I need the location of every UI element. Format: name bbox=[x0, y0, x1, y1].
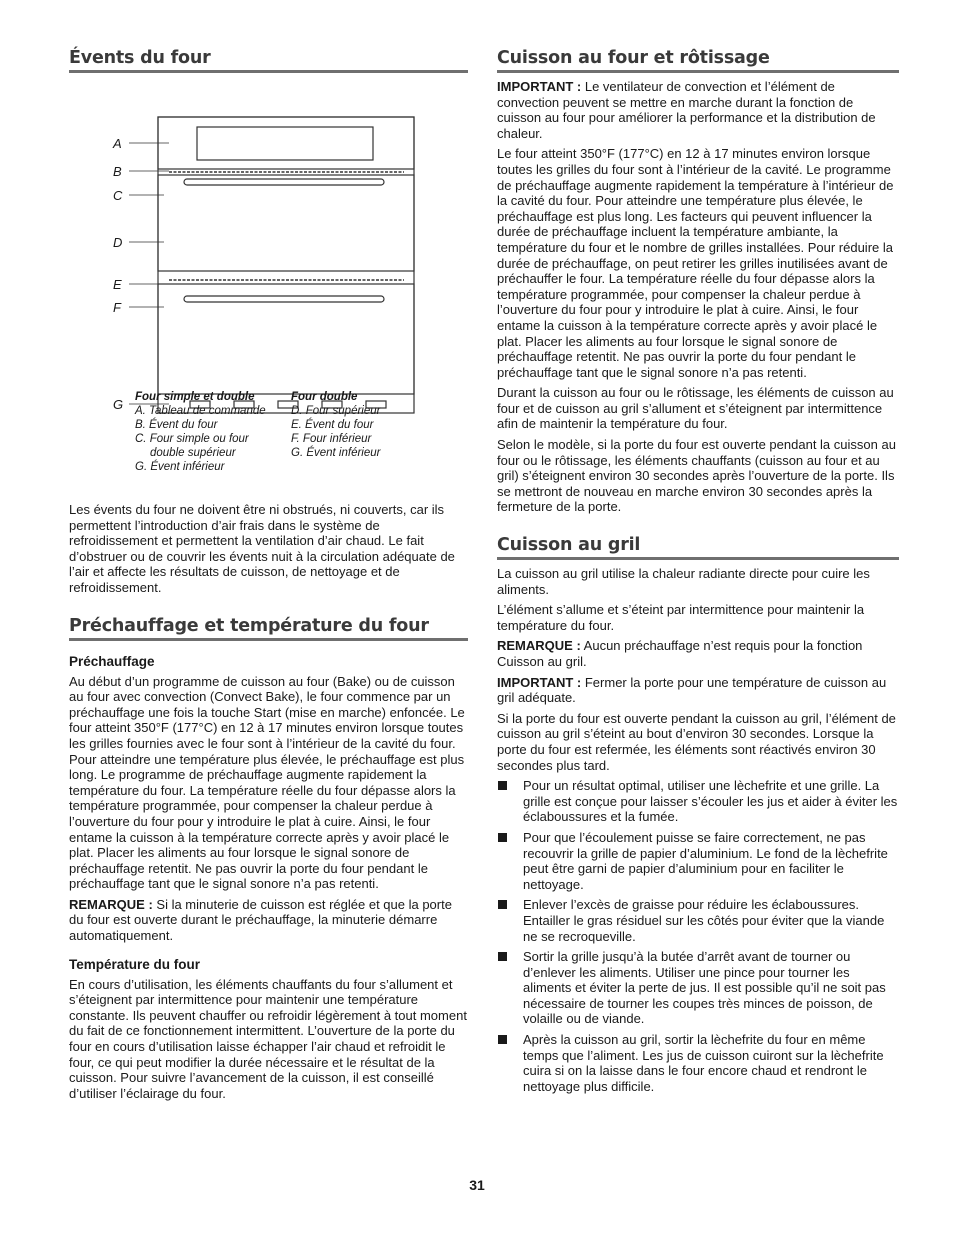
bake-paragraph-2: Durant la cuisson au four ou le rôtissage, les éléments de cuisson au four et de cuisson au gril s’allument et s’éteignent par intermittence afin de maintenir la température du four. bbox=[497, 385, 894, 432]
list-item: Enlever l’excès de graisse pour réduire les éclaboussures. Entailler le gras résiduel sur les côtés pour éviter que la viande ne se recroqueville. bbox=[497, 897, 899, 944]
bake-important: IMPORTANT : Le ventilateur de convection et l’élément de convection peuvent se mettre en marche durant la fonction de cuisson au four pour améliorer la performance et la distribution de chaleur. bbox=[497, 79, 876, 141]
bullet-square-icon bbox=[498, 900, 507, 909]
figure-label-e: E bbox=[113, 277, 122, 292]
legend-item: F. Four inférieur bbox=[291, 433, 372, 445]
broil-note: REMARQUE : Aucun préchauffage n’est requis pour la fonction Cuisson au gril. bbox=[497, 638, 863, 669]
legend-item: D. Four supérieur bbox=[291, 405, 381, 417]
temperature-text: En cours d’utilisation, les éléments chauffants du four s’allument et s’éteignent par intermittence pour maintenir une température constante. Ils peuvent chauffer ou refroidir légèrement à tout moment du fait de ce fonctionnement intermittent. L’ouverture de la porte du four en cours d’utilisation laisse échapper l’air chaud et refroidit le four, ce qui peut modifier la durée nécessaire et le résultat de la cuisson. Pour suivre l’avancement de la cuisson, il est conseillé d’utiliser l’éclairage du four. bbox=[69, 976, 467, 1101]
diagram-legend bbox=[69, 390, 468, 490]
bullet-square-icon bbox=[498, 781, 507, 790]
broil-paragraph-3: Si la porte du four est ouverte pendant la cuisson au gril, l’élément de cuisson au gril s’éteint au bout d’environ 30 secondes. Lorsque la porte du four est refermée, les éléments sont réactivés environ 30 secondes plus tard. bbox=[497, 710, 896, 773]
legend-double-title: Four double bbox=[291, 391, 358, 403]
figure-label-d: D bbox=[113, 235, 123, 250]
list-item: Après la cuisson au gril, sortir la lèchefrite du four en même temps que l’aliment. Les jus de cuisson cuiront sur la lèchefrite cuira si on la laisse dans le four encore chaud et rendront le nettoyage plus difficile. bbox=[497, 1032, 899, 1094]
preheat-note: REMARQUE : Si la minuterie de cuisson est réglée et que la porte du four est ouverte durant le préchauffage, la minuterie démarre automatiquement. bbox=[69, 896, 452, 944]
figure-label-g: G bbox=[113, 397, 124, 412]
right-column bbox=[497, 48, 899, 1099]
vents-text: Les évents du four ne doivent être ni obstrués, ni couverts, car ils permettent l’introduction d’air frais dans le système de refroidissement et permettent la ventilation d’air chaud. Le fait d’obstruer ou de couvrir les évents nuit à la circulation adéquate de l’air et affecte les résultats de cuisson, de nettoyage et de refroidissement. bbox=[69, 502, 455, 595]
vents-heading: Évents du four bbox=[69, 48, 468, 73]
upper-door bbox=[158, 175, 414, 271]
legend-item: G. Évent inférieur bbox=[291, 447, 381, 459]
preheat-text: Au début d’un programme de cuisson au four (Bake) ou de cuisson au four avec convection (Convect Bake), le four commence par un préchauffage une fois la touche Start (mise en marche) enfoncée. Le four atteint 350°F (177°C) en 12 à 17 minutes environ lorsque toutes les grilles fournies avec le four sont à l’intérieur de la cavité du four. Pour atteindre une température plus élevée, le préchauffage est plus long. Le programme de préchauffage augmente rapidement la température du four. La température réelle du four dépasse alors la température programmée, pour compenser la chaleur perdue à l’ouverture du four pour y introduire le plat à cuire. Ainsi, le four entame la cuisson à la température correcte après y avoir placé le plat. Placer les aliments au four lorsque le signal sonore de préchauffage retentit. Ne pas ouvrir la porte du four pendant le préchauffage tant que le signal sonore n’a pas retenti. bbox=[69, 673, 465, 892]
control-display bbox=[197, 127, 373, 160]
legend-double bbox=[291, 390, 380, 460]
figure-label-f: F bbox=[113, 300, 121, 315]
figure-label-c: C bbox=[113, 188, 123, 203]
legend-single-double bbox=[135, 390, 266, 474]
broil-important: IMPORTANT : Fermer la porte pour une température de cuisson au gril adéquate. bbox=[497, 674, 887, 706]
bullet-square-icon bbox=[498, 1035, 507, 1044]
list-item: Pour un résultat optimal, utiliser une lèchefrite et une grille. La grille est conçue pour laisser s’écouler les jus et aider à éviter les éclaboussures et la fumée. bbox=[497, 778, 899, 825]
oven-body bbox=[158, 117, 414, 413]
broil-paragraph-1: La cuisson au gril utilise la chaleur radiante directe pour cuire les aliments. bbox=[497, 566, 870, 597]
page-number: 31 bbox=[469, 1177, 485, 1193]
bullet-square-icon bbox=[498, 833, 507, 842]
list-item: Pour que l’écoulement puisse se faire correctement, ne pas recouvrir la grille de papier d’aluminium. Le fond de la lèchefrite peut être garni de papier d’aluminium pour en faciliter le nettoyage. bbox=[497, 830, 899, 892]
list-item: Sortir la grille jusqu’à la butée d’arrêt avant de tourner ou d’enlever les aliments. Utiliser une pince pour tourner les aliments et éviter la perte de jus. Il est possible qu’il ne soit pas nécessaire de tourner les coupes très minces de poisson, de volaille ou de viande. bbox=[497, 949, 899, 1027]
upper-handle bbox=[184, 179, 384, 185]
preheat-heading: Préchauffage et température du four bbox=[69, 616, 468, 641]
legend-single-title: Four simple et double bbox=[135, 391, 255, 403]
legend-item: double supérieur bbox=[150, 447, 236, 459]
bake-paragraph-1: Le four atteint 350°F (177°C) en 12 à 17 minutes environ lorsque toutes les grilles du four sont à l’intérieur de la cavité. Le programme de préchauffage augmente rapidement la température à l’intérieur de la cavité du four. Pour atteindre une température plus élevée, le préchauffage est plus long. Les facteurs qui peuvent influencer la durée de préchauffage incluent la température ambiante, la température du four et le nombre de grilles installées. Pour réduire la durée de préchauffage, on peut retirer les grilles inutilisées avant de préchauffer le four. La température réelle du four dépasse alors la température programmée, pour compenser la chaleur perdue à l’ouverture du four pour y introduire le plat à cuire. Ainsi, le four entame la cuisson à la température correcte après y avoir placé le plat. Placer les aliments au four lorsque le signal sonore de préchauffage retentit. Ne pas ouvrir la porte du four pendant le préchauffage tant que le signal sonore n’a pas retenti. bbox=[497, 146, 894, 380]
figure-label-b: B bbox=[113, 164, 122, 179]
broil-tips-list bbox=[497, 778, 899, 1094]
bullet-square-icon bbox=[498, 952, 507, 961]
preheat-subheading: Préchauffage bbox=[69, 653, 155, 669]
legend-item: B. Évent du four bbox=[135, 419, 218, 431]
legend-item: C. Four simple ou four bbox=[135, 433, 249, 445]
lower-door bbox=[158, 284, 414, 394]
broil-heading: Cuisson au gril bbox=[497, 535, 899, 560]
left-column bbox=[69, 48, 468, 1106]
control-panel bbox=[158, 117, 414, 169]
legend-item: E. Évent du four bbox=[291, 419, 374, 431]
legend-item: A. Tableau de commande bbox=[135, 405, 266, 417]
legend-item: G. Évent inférieur bbox=[135, 461, 225, 473]
broil-paragraph-2: L’élément s’allume et s’éteint par intermittence pour maintenir la température du four. bbox=[497, 602, 865, 633]
figure-label-a: A bbox=[113, 136, 122, 151]
bake-paragraph-3: Selon le modèle, si la porte du four est ouverte pendant la cuisson au four ou le rôtissage, les éléments chauffants (cuisson au four et au gril) s’éteignent environ 30 secondes après l’ouverture de la porte. Ils se mettront de nouveau en marche environ 30 secondes après la fermeture de la porte. bbox=[497, 437, 896, 515]
temperature-subheading: Température du four bbox=[69, 956, 201, 972]
lower-handle bbox=[184, 296, 384, 302]
bake-heading: Cuisson au four et rôtissage bbox=[497, 48, 899, 73]
